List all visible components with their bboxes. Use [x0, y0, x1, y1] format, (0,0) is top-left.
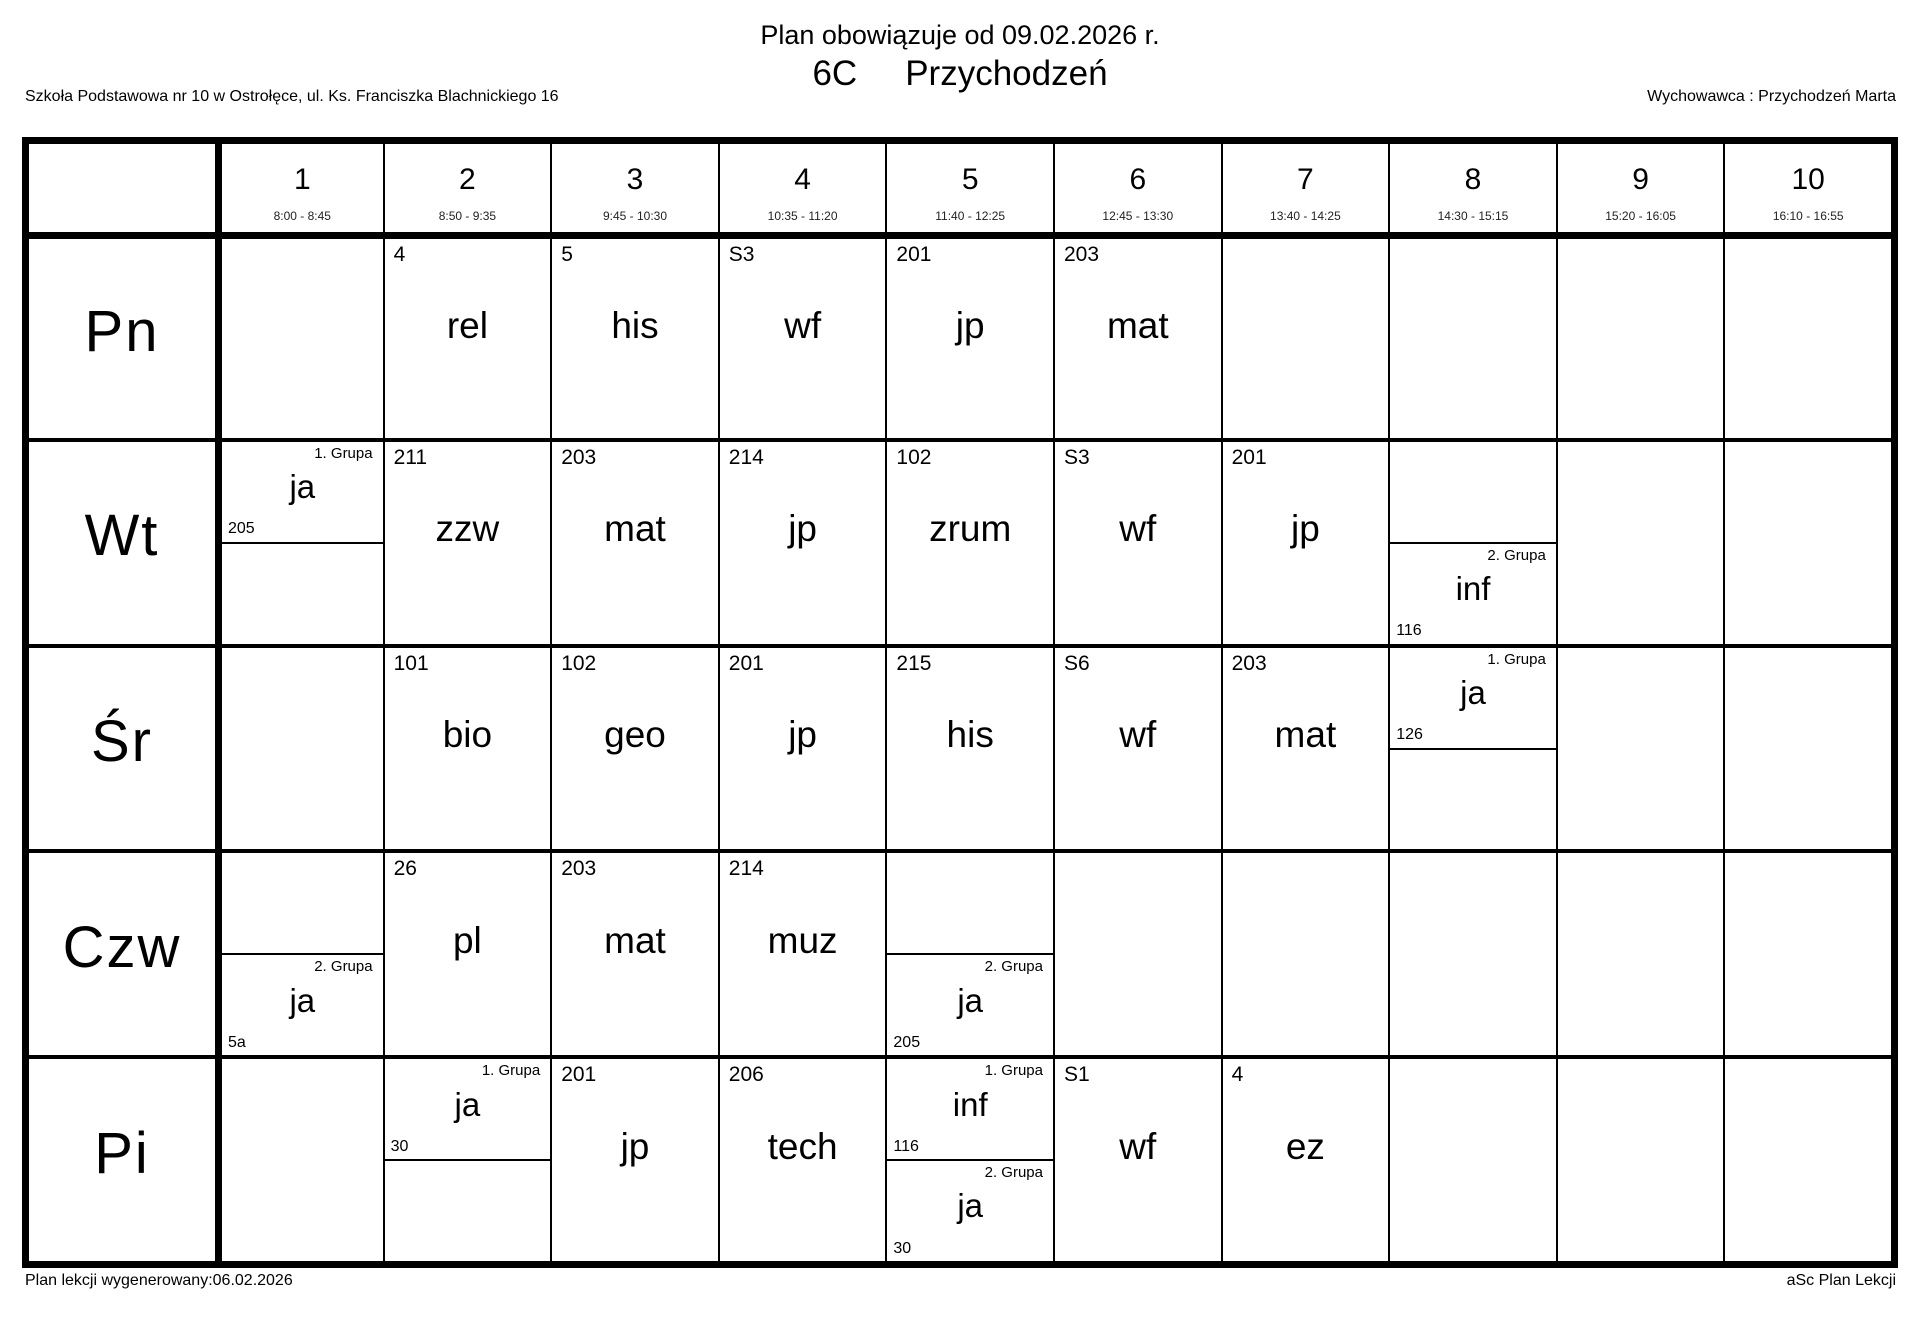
room-number: 4	[393, 243, 406, 266]
room-number: 203	[1064, 243, 1100, 266]
empty-lesson-cell	[1723, 438, 1891, 644]
room-number: 203	[1231, 651, 1267, 675]
group-lesson-top	[1390, 648, 1556, 750]
period-number: 2	[459, 162, 476, 196]
group-label: 1. Grupa	[314, 444, 373, 462]
empty-lesson-cell	[215, 1055, 383, 1261]
lesson-cell	[383, 232, 551, 438]
split-lesson-cell	[215, 849, 383, 1055]
timetable-grid	[22, 137, 1898, 1268]
subject: muz	[767, 919, 838, 961]
empty-lesson-cell	[215, 232, 383, 438]
lesson-cell	[383, 849, 551, 1055]
empty-group-half	[222, 544, 383, 644]
split-lesson-cell	[383, 1055, 551, 1261]
day-label: Śr	[29, 644, 215, 850]
room-number: 26	[393, 857, 417, 881]
period-header	[1221, 144, 1389, 232]
period-time: 14:30 - 15:15	[1437, 209, 1509, 223]
app-name: aSc Plan Lekcji	[1786, 1272, 1896, 1289]
period-time: 8:00 - 8:45	[273, 209, 331, 223]
lesson-cell	[550, 438, 718, 644]
lesson-cell	[718, 438, 886, 644]
period-number: 8	[1464, 162, 1482, 196]
empty-lesson-cell	[1221, 849, 1389, 1055]
subject: wf	[784, 304, 822, 346]
split-lesson-cell	[885, 849, 1053, 1055]
period-header	[1388, 144, 1556, 232]
room-number: 215	[896, 651, 932, 675]
subject: mat	[1274, 714, 1337, 756]
day-label: Wt	[29, 438, 215, 644]
room-number: 203	[561, 857, 597, 881]
lesson-cell	[550, 644, 718, 850]
subject: jp	[620, 1125, 650, 1167]
subject: his	[946, 714, 994, 756]
period-header	[1053, 144, 1221, 232]
empty-group-half	[887, 853, 1053, 955]
lesson-cell	[885, 438, 1053, 644]
subject: inf	[1455, 570, 1491, 608]
empty-group-half	[222, 853, 383, 955]
room-number: S3	[728, 243, 755, 266]
subject: inf	[952, 1085, 988, 1123]
lesson-cell	[1221, 1055, 1389, 1261]
lesson-cell	[885, 644, 1053, 850]
empty-lesson-cell	[1053, 849, 1221, 1055]
day-label: Pn	[29, 232, 215, 438]
room-number: 5a	[228, 1033, 246, 1051]
group-label: 2. Grupa	[1487, 546, 1546, 564]
room-number: 30	[893, 1239, 912, 1257]
lesson-cell	[718, 849, 886, 1055]
subject: bio	[442, 714, 493, 756]
room-number: 126	[1396, 726, 1423, 744]
empty-lesson-cell	[1556, 438, 1724, 644]
period-header	[215, 144, 383, 232]
subject: rel	[446, 304, 488, 346]
period-header	[885, 144, 1053, 232]
lesson-cell	[550, 232, 718, 438]
lesson-cell	[383, 438, 551, 644]
room-number: 116	[1396, 622, 1422, 640]
empty-lesson-cell	[1723, 1055, 1891, 1261]
corner-cell	[29, 144, 215, 232]
subject: zrum	[929, 508, 1012, 550]
room-number: 205	[228, 520, 255, 538]
room-number: 214	[728, 445, 764, 469]
lesson-cell	[1053, 438, 1221, 644]
subject: ja	[289, 981, 316, 1019]
group-label: 1. Grupa	[481, 1062, 541, 1080]
subject: mat	[604, 508, 666, 550]
period-time: 9:45 - 10:30	[602, 209, 668, 223]
empty-lesson-cell	[1723, 644, 1891, 850]
subject: pl	[452, 919, 482, 961]
lesson-cell	[1053, 644, 1221, 850]
subject: ja	[957, 981, 984, 1019]
room-number: S3	[1064, 445, 1090, 469]
period-time: 10:35 - 11:20	[767, 209, 838, 223]
period-header	[550, 144, 718, 232]
group-label: 2. Grupa	[314, 958, 373, 976]
empty-group-half	[385, 1161, 551, 1261]
group-lesson-bottom	[887, 955, 1053, 1055]
generated-date: Plan lekcji wygenerowany:06.02.2026	[25, 1272, 293, 1289]
period-number: 6	[1129, 162, 1147, 196]
period-number: 5	[961, 162, 979, 196]
lesson-cell	[1221, 438, 1389, 644]
room-number: 30	[390, 1137, 409, 1155]
subject: jp	[788, 508, 817, 550]
empty-lesson-cell	[1556, 232, 1724, 438]
room-number: 101	[393, 651, 429, 675]
lesson-cell	[1053, 232, 1221, 438]
room-number: 206	[728, 1063, 764, 1087]
empty-lesson-cell	[1723, 232, 1891, 438]
subject: jp	[955, 304, 985, 346]
room-number: 5	[561, 243, 573, 266]
period-time: 13:40 - 14:25	[1270, 209, 1341, 223]
group-lesson-bottom	[887, 1161, 1053, 1261]
group-lesson-top	[887, 1059, 1053, 1161]
room-number: 203	[561, 445, 597, 469]
empty-lesson-cell	[1556, 849, 1724, 1055]
period-header	[383, 144, 551, 232]
lesson-cell	[718, 1055, 886, 1261]
period-time: 8:50 - 9:35	[438, 209, 497, 223]
lesson-cell	[550, 1055, 718, 1261]
group-lesson-bottom	[222, 955, 383, 1055]
subject: jp	[1290, 508, 1320, 550]
subject: wf	[1119, 714, 1157, 756]
group-label: 1. Grupa	[984, 1062, 1043, 1080]
subject: ez	[1285, 1125, 1325, 1167]
subject: wf	[1119, 508, 1157, 550]
subject: mat	[1106, 304, 1169, 346]
period-header	[1556, 144, 1724, 232]
split-lesson-cell	[1388, 644, 1556, 850]
split-lesson-cell	[885, 1055, 1053, 1261]
group-label: 2. Grupa	[984, 1164, 1043, 1182]
empty-lesson-cell	[1556, 644, 1724, 850]
room-number: 201	[728, 651, 764, 675]
empty-lesson-cell	[1723, 849, 1891, 1055]
group-label: 1. Grupa	[1487, 650, 1546, 668]
room-number: 201	[1231, 445, 1267, 469]
plan-valid-from-title: Plan obowiązuje od 09.02.2026 r.	[760, 20, 1160, 50]
lesson-cell	[1053, 1055, 1221, 1261]
class-teacher-name: Przychodzeń	[905, 54, 1108, 93]
group-lesson-bottom	[1390, 544, 1556, 644]
empty-group-half	[1390, 442, 1556, 544]
room-number: S1	[1064, 1063, 1090, 1087]
room-number: 201	[896, 243, 932, 266]
group-label: 2. Grupa	[984, 958, 1043, 976]
subject: his	[611, 304, 659, 346]
lesson-cell	[383, 644, 551, 850]
split-lesson-cell	[215, 438, 383, 644]
lesson-cell	[1221, 644, 1389, 850]
day-label: Czw	[29, 849, 215, 1055]
lesson-cell	[550, 849, 718, 1055]
tutor-name: Wychowawca : Przychodzeń Marta	[1647, 88, 1896, 105]
period-header	[718, 144, 886, 232]
period-time: 15:20 - 16:05	[1605, 209, 1676, 223]
empty-group-half	[1390, 750, 1556, 850]
lesson-cell	[718, 644, 886, 850]
lesson-cell	[885, 232, 1053, 438]
subject: jp	[788, 714, 817, 756]
empty-lesson-cell	[1221, 232, 1389, 438]
class-name: 6C	[812, 54, 858, 93]
room-number: 4	[1231, 1063, 1244, 1087]
empty-lesson-cell	[215, 644, 383, 850]
period-number: 9	[1632, 162, 1649, 196]
subject: ja	[957, 1187, 984, 1225]
empty-lesson-cell	[1388, 849, 1556, 1055]
period-number: 3	[626, 162, 644, 196]
period-header	[1723, 144, 1891, 232]
room-number: 116	[893, 1137, 919, 1155]
period-time: 11:40 - 12:25	[935, 209, 1006, 223]
room-number: 102	[561, 651, 597, 675]
lesson-cell	[718, 232, 886, 438]
room-number: 102	[896, 445, 932, 469]
empty-lesson-cell	[1556, 1055, 1724, 1261]
empty-lesson-cell	[1388, 232, 1556, 438]
group-lesson-top	[222, 442, 383, 544]
period-time: 12:45 - 13:30	[1102, 209, 1174, 223]
room-number: S6	[1064, 651, 1090, 675]
period-number: 1	[293, 162, 311, 196]
period-number: 4	[794, 162, 811, 196]
subject: mat	[604, 919, 666, 961]
room-number: 201	[561, 1063, 597, 1087]
group-lesson-top	[385, 1059, 551, 1161]
school-name: Szkoła Podstawowa nr 10 w Ostrołęce, ul. Ks. Franciszka Blachnickiego 16	[25, 88, 559, 105]
subject: ja	[1460, 673, 1486, 711]
subject: zzw	[435, 508, 500, 550]
subject: ja	[454, 1085, 481, 1123]
room-number: 214	[728, 857, 764, 881]
subject: geo	[604, 714, 666, 756]
room-number: 205	[893, 1033, 921, 1051]
subject: tech	[767, 1125, 838, 1167]
period-number: 7	[1297, 162, 1314, 196]
room-number: 211	[393, 445, 428, 469]
period-number: 10	[1791, 162, 1825, 196]
empty-lesson-cell	[1388, 1055, 1556, 1261]
period-time: 16:10 - 16:55	[1772, 209, 1844, 223]
subject: wf	[1119, 1125, 1157, 1167]
split-lesson-cell	[1388, 438, 1556, 644]
subject: ja	[289, 468, 316, 506]
day-label: Pi	[29, 1055, 215, 1261]
